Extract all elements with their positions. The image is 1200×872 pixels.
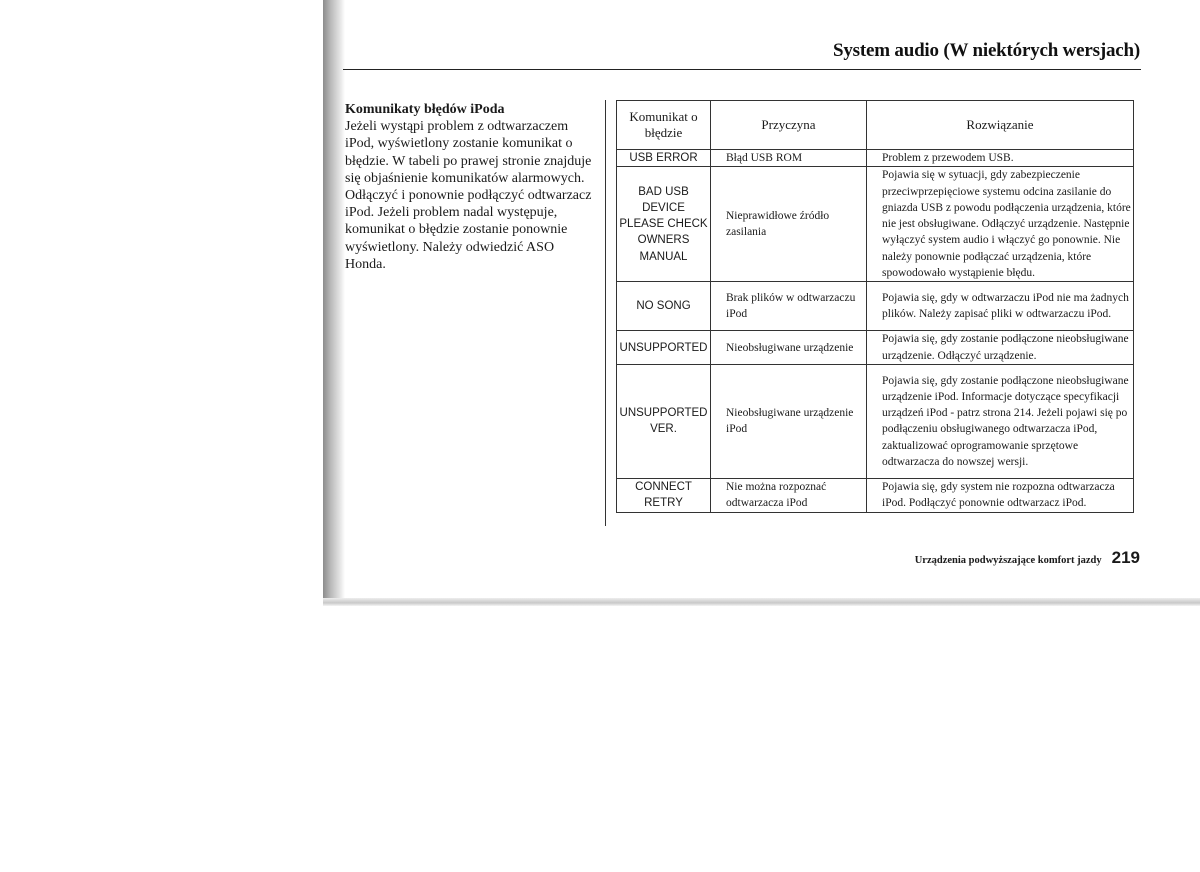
table-row [617,150,1134,167]
page-title: System audio (W niektórych wersjach) [833,40,1140,61]
section-heading: Komunikaty błędów iPoda [345,102,505,117]
error-message: UNSUPPORTED VER. [617,364,711,478]
error-message: USB ERROR [617,150,711,167]
error-solution: Problem z przewodem USB. [867,150,1134,167]
error-solution: Pojawia się w sytuacji, gdy zabezpieczenie przeciwprzepięciowe systemu odcina zasilanie do gniazda USB z powodu podłączenia urządzenia, które nie jest obsługiwane. Odłączyć urządzenie. Następnie wyłączyć system audio i włączyć go ponownie. Nie należy ponownie podłączać urządzenia, które spowodowało wystąpienie błędu. [867,167,1134,282]
table-row [617,282,1134,331]
header-solution: Rozwiązanie [867,101,1134,150]
error-cause: Nie można rozpoznać odtwarzacza iPod [711,478,867,512]
error-cause: Brak plików w odtwarzaczu iPod [711,282,867,331]
table-row [617,167,1134,282]
header-cause: Przyczyna [711,101,867,150]
table-row [617,331,1134,365]
header-rule [343,69,1141,70]
error-solution: Pojawia się, gdy w odtwarzaczu iPod nie ma żadnych plików. Należy zapisać pliki w odtwarzaczu iPod. [867,282,1134,331]
column-divider [605,100,606,526]
error-solution: Pojawia się, gdy zostanie podłączone nieobsługiwane urządzenie. Odłączyć urządzenie. [867,331,1134,365]
error-message: UNSUPPORTED [617,331,711,365]
error-messages-table [616,100,1134,513]
error-cause: Nieprawidłowe źródło zasilania [711,167,867,282]
table-row [617,364,1134,478]
error-message: CONNECT RETRY [617,478,711,512]
error-cause: Nieobsługiwane urządzenie iPod [711,364,867,478]
table-row [617,478,1134,512]
page-number: 219 [1111,548,1140,567]
error-cause: Nieobsługiwane urządzenie [711,331,867,365]
page-bottom-edge [323,598,1200,606]
section-body: Jeżeli wystąpi problem z odtwarzaczem iPod, wyświetlony zostanie komunikat o błędzie. W tabeli po prawej stronie znajduje się objaśnienie komunikatów alarmowych. Odłączyć i ponownie podłączyć odtwarzacz iPod. Jeżeli problem nadal występuje, komunikat o błędzie zostanie ponownie wyświetlony. Należy odwiedzić ASO Honda. [345,119,592,272]
header-message: Komunikat o błędzie [617,101,711,150]
error-cause: Błąd USB ROM [711,150,867,167]
error-message: BAD USB DEVICE PLEASE CHECK OWNERS MANUAL [617,167,711,282]
error-solution: Pojawia się, gdy zostanie podłączone nieobsługiwane urządzenie iPod. Informacje dotyczące specyfikacji urządzeń iPod - patrz strona 214. Jeżeli pojawi się po podłączeniu obsługiwanego odtwarzacza iPod, zaktualizować oprogramowanie sprzętowe odtwarzacza do nowszej wersji. [867,364,1134,478]
footer-section-title: Urządzenia podwyższające komfort jazdy [914,555,1102,566]
error-message: NO SONG [617,282,711,331]
table-header-row [617,101,1134,150]
left-column-text [345,101,595,273]
binding-gutter-shadow [323,0,345,605]
page-footer [915,548,1140,568]
error-solution: Pojawia się, gdy system nie rozpozna odtwarzacza iPod. Podłączyć ponownie odtwarzacz iPod. [867,478,1134,512]
